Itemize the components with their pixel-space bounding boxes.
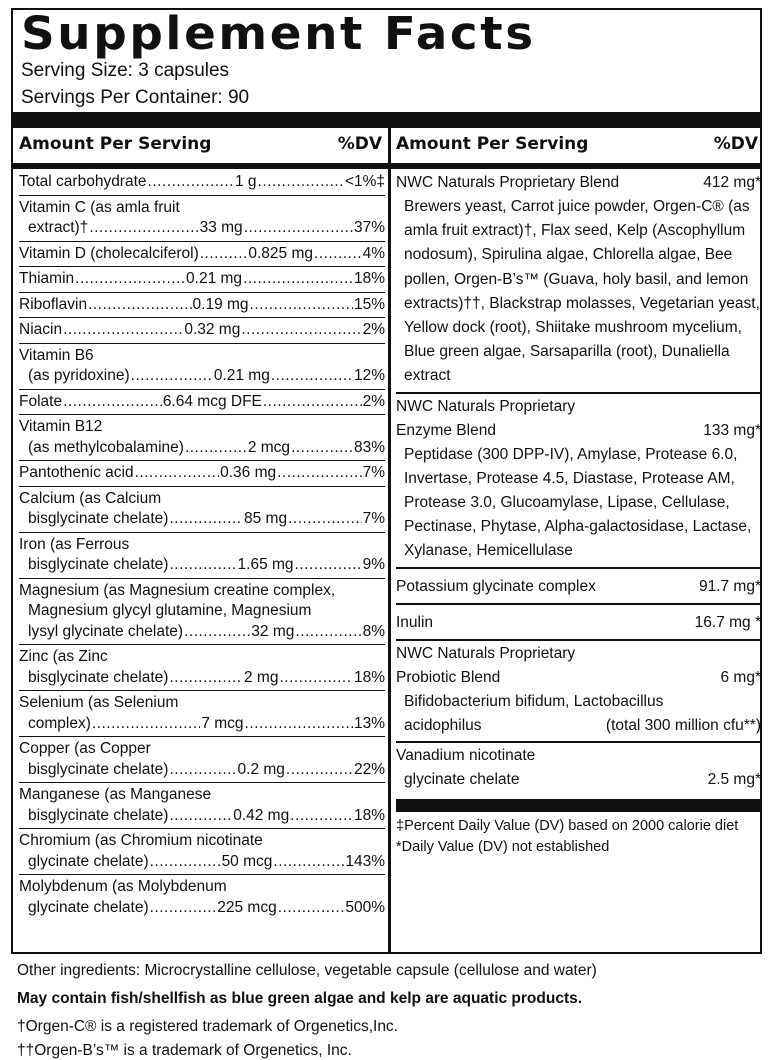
leader-dots [263, 392, 362, 413]
nutrient-name: bisglycinate chelate) [28, 510, 169, 527]
blend-ingredients-line2 [396, 714, 761, 738]
nutrient-amount: 50 mcg [221, 852, 273, 870]
leader-dots [244, 218, 353, 239]
blend-name-line2: Probiotic Blend [396, 668, 501, 686]
header-rule-right [391, 163, 760, 169]
trademark-orgen-c: †Orgen-C® is a registered trademark of Orgenetics,Inc. [17, 1018, 398, 1035]
nutrient-row [19, 783, 385, 829]
serving-size: Serving Size: 3 capsules [21, 60, 230, 81]
nutrient-name: (as methylcobalamine) [28, 438, 184, 456]
leader-dots [131, 366, 213, 387]
right-column-header [396, 133, 758, 155]
nutrient-dv: 143% [345, 852, 385, 870]
nutrient-name: Thiamin [19, 270, 75, 287]
nutrient-amount: 2.5 mg* [707, 771, 761, 789]
nutrient-row [19, 487, 385, 533]
nutrient-name-line1: Vitamin B6 [19, 346, 94, 364]
nutrient-name-line1: Iron (as Ferrous [19, 535, 130, 553]
enzyme-blend [396, 394, 761, 569]
vanadium-row [396, 743, 761, 795]
notes-divider [396, 799, 761, 812]
amount-per-serving-heading: Amount Per Serving [19, 134, 212, 154]
nutrient-name: Folate [19, 392, 63, 410]
blend-list [396, 170, 761, 858]
leader-dots [169, 555, 236, 576]
leader-dots [314, 244, 362, 265]
nutrient-name: glycinate chelate) [28, 898, 149, 916]
nutrient-name: bisglycinate chelate) [28, 760, 169, 778]
nutrient-name-line1: Vitamin B12 [19, 418, 103, 435]
left-column-header [19, 133, 382, 155]
leader-dots [243, 269, 353, 290]
nutrient-amount: 2 mg [243, 668, 279, 686]
inulin-row [396, 605, 761, 641]
nutrient-name: Niacin [19, 321, 63, 338]
leader-dots [250, 295, 353, 316]
column-divider [388, 128, 391, 952]
leader-dots [271, 366, 353, 387]
nutrient-name-line2: Magnesium glycyl glutamine, Magnesium [28, 602, 312, 619]
nutrient-row [19, 691, 385, 737]
nutrient-amount: 32 mg [251, 622, 295, 640]
nutrient-amount: 1 g [234, 173, 257, 190]
probiotic-count: (total 300 million cfu**) [605, 716, 761, 734]
nutrient-amount: 0.36 mg [220, 464, 277, 481]
leader-dots [245, 714, 353, 735]
panel-title: Supplement Facts [21, 7, 536, 60]
nutrient-name: Potassium glycinate complex [396, 577, 596, 595]
nutrient-dv: 15% [353, 295, 386, 313]
nutrient-row [19, 242, 385, 268]
nutrient-name-line1: Molybdenum (as Molybdenum [19, 878, 227, 895]
nutrient-amount: 0.825 mg [248, 244, 313, 262]
nutrient-amount: 1.65 mg [237, 556, 294, 573]
leader-dots [75, 269, 185, 290]
nutrient-amount: 0.32 mg [184, 321, 241, 338]
nutrient-dv: 12% [353, 367, 386, 384]
nutrient-amount: 7 mcg [201, 714, 244, 732]
blend-name-line1: NWC Naturals Proprietary [396, 397, 576, 415]
nutrient-name: glycinate chelate) [28, 852, 149, 870]
other-ingredients: Other ingredients: Microcrystalline cellulose, vegetable capsule (cellulose and water) [17, 962, 597, 979]
nutrient-amount: 2 mcg [247, 438, 291, 456]
leader-dots [63, 320, 183, 341]
nutrient-dv: 2% [362, 392, 385, 410]
nutrient-dv: 18% [353, 806, 385, 824]
leader-dots [88, 295, 191, 316]
nutrient-name: lysyl glycinate chelate) [28, 622, 184, 640]
nutrient-amount: 91.7 mg* [698, 577, 761, 595]
nutrient-row [19, 293, 385, 319]
leader-dots [184, 622, 250, 643]
leader-dots [288, 509, 362, 530]
blend-name-line1: NWC Naturals Proprietary [396, 644, 576, 662]
leader-dots [286, 760, 353, 781]
facts-panel [11, 8, 762, 954]
header-rule-left [13, 163, 388, 169]
leader-dots [169, 760, 236, 781]
nutrient-amount: 225 mcg [217, 898, 277, 916]
nutrient-name: Total carbohydrate [19, 173, 147, 190]
blend-name-line2: Enzyme Blend [396, 421, 496, 439]
nutrient-dv: 22% [353, 760, 385, 778]
dv-heading: %DV [337, 134, 382, 154]
leader-dots [92, 714, 200, 735]
nutrient-row [19, 267, 385, 293]
nutrient-name-line1: Copper (as Copper [19, 740, 151, 757]
leader-dots [169, 509, 243, 530]
nutrient-dv: 7% [362, 464, 385, 481]
nutrient-name: Vitamin D (cholecalciferol) [19, 244, 199, 262]
dv-heading: %DV [713, 134, 758, 154]
nutrient-name-line1: Vanadium nicotinate [396, 747, 536, 765]
dv-basis-note: ‡Percent Daily Value (DV) based on 2000 calorie diet [396, 818, 739, 835]
nutrient-amount: 0.19 mg [192, 295, 249, 313]
leader-dots [148, 172, 234, 193]
nutrient-row [19, 170, 385, 196]
leader-dots [291, 438, 353, 459]
nutrient-name: bisglycinate chelate) [28, 806, 169, 824]
nutrient-name: (as pyridoxine) [28, 367, 130, 384]
nutrient-name-line1: Vitamin C (as amla fruit [19, 198, 180, 216]
nutrient-dv: 4% [362, 244, 386, 262]
amount-per-serving-heading: Amount Per Serving [396, 134, 589, 154]
nutrient-name: Pantothenic acid [19, 464, 134, 481]
leader-dots [150, 852, 221, 873]
nutrient-dv: 18% [353, 668, 386, 686]
nutrient-dv: <1%‡ [344, 173, 386, 190]
nutrient-amount: 0.2 mg [237, 760, 285, 778]
blend-ingredients: Bifidobacterium bifidum, Lactobacillus [404, 692, 664, 710]
dv-not-established-note: *Daily Value (DV) not established [396, 839, 610, 856]
nutrient-amount: 0.42 mg [233, 806, 290, 824]
blend-ingredients: Brewers yeast, Carrot juice powder, Orgen-C® (as amla fruit extract)†, Flax seed, Kelp (Ascophyllum nodosum), Spirulina algae, Chlorella algae, Bee pollen, Orgen-B’s™ (Guava, holy basil, and lemon extracts)††, Blackstrap molasses, Vegetarian yeast, Yellow dock (root), Shiitake mushroom mycelium, Blue green algae, Sarsaparilla (root), Dunaliella extract [404, 198, 760, 385]
leader-dots [169, 668, 243, 689]
nutrient-dv: 83% [353, 438, 385, 456]
nutrient-name-line1: Selenium (as Selenium [19, 694, 179, 711]
nutrient-dv: 8% [362, 622, 386, 640]
thick-divider [13, 112, 760, 128]
probiotic-blend [396, 641, 761, 743]
leader-dots [185, 438, 247, 459]
leader-dots [279, 668, 353, 689]
leader-dots [258, 172, 344, 193]
nutrient-row [19, 645, 385, 691]
nutrient-dv: 13% [353, 714, 386, 732]
nutrient-name: Riboflavin [19, 295, 88, 313]
nutrient-row [19, 415, 385, 461]
nutrient-name-line1: Zinc (as Zinc [19, 648, 108, 665]
blend-amount: 133 mg* [703, 421, 761, 439]
leader-dots [295, 622, 361, 643]
nutrient-amount: 16.7 mg * [694, 613, 761, 631]
nutrient-amount: 0.21 mg [186, 270, 243, 287]
nutrient-row [19, 875, 385, 920]
nutrient-dv: 2% [362, 321, 385, 338]
nutrient-dv: 37% [353, 219, 385, 236]
nutrient-name-line1: Chromium (as Chromium nicotinate [19, 832, 263, 849]
nutrient-name-line1: Magnesium (as Magnesium creatine complex, [19, 581, 336, 599]
nutrient-row [19, 829, 385, 875]
trademark-orgen-bs: ††Orgen-B’s™ is a trademark of Orgenetics, Inc. [17, 1042, 352, 1059]
nutrient-amount: 6.64 mcg DFE [162, 392, 262, 410]
nutrient-row [19, 737, 385, 783]
nutrient-name-line2: glycinate chelate [404, 771, 520, 789]
potassium-row [396, 569, 761, 605]
nutrient-row [19, 390, 385, 416]
leader-dots [200, 244, 248, 265]
nutrient-name-line1: Manganese (as Manganese [19, 786, 212, 803]
nutrient-name: complex) [28, 714, 91, 732]
nutrient-dv: 500% [345, 898, 386, 916]
nutrient-name: bisglycinate chelate) [28, 556, 169, 573]
blend-amount: 412 mg* [703, 174, 761, 191]
leader-dots [290, 806, 353, 827]
leader-dots [89, 218, 198, 239]
leader-dots [63, 392, 162, 413]
nutrient-name: Inulin [396, 613, 434, 631]
nutrient-name-line1: Calcium (as Calcium [19, 489, 162, 507]
allergen-statement: May contain fish/shellfish as blue green algae and kelp are aquatic products. [17, 990, 583, 1007]
nutrient-row [19, 461, 385, 487]
nutrient-amount: 85 mg [243, 510, 288, 527]
blend-name: NWC Naturals Proprietary Blend [396, 174, 620, 191]
leader-dots [295, 555, 362, 576]
nutrient-list [19, 170, 385, 920]
blend-amount: 6 mg* [720, 668, 761, 686]
leader-dots [135, 463, 219, 484]
nutrient-name: extract)† [28, 219, 89, 236]
leader-dots [277, 463, 361, 484]
leader-dots [278, 898, 345, 919]
leader-dots [273, 852, 344, 873]
nutrient-dv: 18% [353, 270, 385, 287]
blend-ingredients: Peptidase (300 DPP-IV), Amylase, Protease 6.0, Invertase, Protease 4.5, Diastase, Protease AM, Protease 3.0, Glucoamylase, Lipase, Cellulase, Pectinase, Phytase, Alpha-galactosidase, Lactase, Xylanase, Hemicellulase [404, 445, 752, 560]
nutrient-name: bisglycinate chelate) [28, 668, 169, 686]
nutrient-row [19, 579, 385, 646]
nutrient-row [19, 318, 385, 344]
nutrient-row [19, 196, 385, 242]
nutrient-row [19, 344, 385, 390]
nutrient-amount: 0.21 mg [213, 367, 270, 384]
probiotic-species: acidophilus [404, 716, 482, 734]
proprietary-blend [396, 170, 761, 394]
nutrient-amount: 33 mg [199, 219, 243, 236]
nutrient-row [19, 533, 385, 579]
leader-dots [150, 898, 217, 919]
nutrient-dv: 7% [362, 510, 386, 527]
servings-per-container: Servings Per Container: 90 [21, 87, 250, 108]
leader-dots [169, 806, 232, 827]
leader-dots [241, 320, 361, 341]
nutrient-dv: 9% [362, 556, 385, 573]
